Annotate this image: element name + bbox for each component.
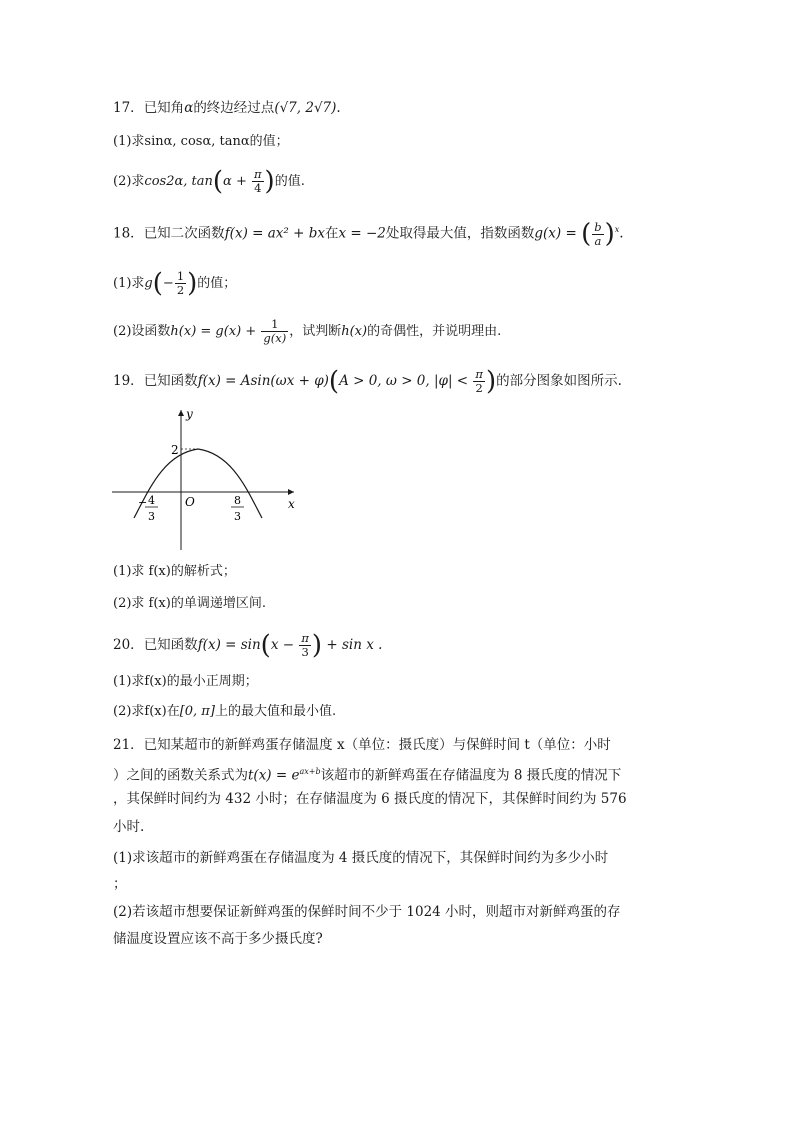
q18-g: g	[144, 276, 153, 291]
q18-p1-b: 的值；	[197, 276, 237, 291]
origin-label: O	[185, 495, 195, 509]
q17-point: (√7, 2√7)	[274, 100, 337, 116]
q18-text-b: 在	[324, 225, 339, 242]
q18-fx: f(x) = ax² + bx	[224, 225, 325, 242]
q17-number: 17．	[113, 100, 144, 116]
q19-stem: 19．已知函数f(x) = Asin(ωx + φ)(A > 0, ω > 0, |φ| < $\frac{\pi}{2}$ )的部分图象如图所示.	[113, 366, 622, 397]
q19-text-b: 的部分图象如图所示.	[496, 373, 622, 389]
pi-over-4: $\frac{\pi}{4}$	[253, 167, 262, 195]
q20-inner: x −	[270, 637, 299, 653]
q19-number: 19．	[113, 373, 144, 389]
q20-p2-a: (2)求f(x)在	[113, 704, 180, 719]
q21-line8: 储温度设置应该不高于多少摄氏度?	[113, 931, 323, 947]
q17-stem: 17．已知角α的终边经过点(√7, 2√7).	[113, 100, 341, 116]
q21-formula: t(x) = e	[248, 767, 300, 784]
right-den: 3	[234, 510, 241, 523]
q20-text-a: 已知函数	[143, 637, 198, 653]
q20-interval: [0, π]	[179, 704, 215, 719]
q18-p2-b: ，试判断	[289, 324, 342, 339]
q21-line4: 小时.	[113, 819, 145, 835]
q19-fx: f(x) = Asin(ωx + φ)	[197, 373, 329, 389]
q21-line2-b: 该超市的新鲜鸡蛋在存储温度为 8 摄氏度的情况下	[320, 767, 622, 784]
q18-exp-x: x	[614, 225, 620, 234]
q19-part1: (1)求 f(x)的解析式；	[113, 564, 236, 579]
q20-part1: (1)求f(x)的最小正周期；	[113, 674, 258, 689]
q21-line5: (1)求该超市的新鲜鸡蛋在存储温度为 4 摄氏度的情况下，其保鲜时间约为多少小时	[113, 850, 609, 866]
q18-h: h(x)	[341, 324, 368, 339]
q18-p1-a: (1)求	[113, 276, 145, 291]
one-over-gx: $\frac{1}{g(x)}$	[263, 317, 287, 345]
q20-stem: 20．已知函数f(x) = sin(x − $\frac{\pi}{3}$ ) + sin x .	[113, 630, 383, 661]
q17-p2-a: (2)求	[113, 174, 145, 189]
left-num: 4	[148, 494, 155, 507]
x-label: x	[288, 497, 295, 511]
alpha-symbol: α	[184, 100, 194, 116]
q17-part1: (1)求sinα, cosα, tanα的值；	[113, 134, 289, 149]
q21-line1: 21．已知某超市的新鲜鸡蛋存储温度 x（单位：摄氏度）与保鲜时间 t（单位：小时	[113, 737, 611, 753]
q18-p2-c: 的奇偶性，并说明理由.	[367, 324, 502, 339]
q18-cond: x = −2	[338, 225, 386, 242]
sine-curve	[134, 449, 262, 518]
q21-line6: ；	[113, 876, 127, 892]
q19-cond: A > 0, ω > 0, |φ| <	[339, 373, 473, 389]
q17-p2-expr: cos2α, tan	[144, 174, 213, 189]
q18-gx: g(x) =	[534, 225, 582, 242]
y-label: y	[186, 407, 193, 421]
q20-number: 20．	[113, 637, 144, 653]
q17-part2: (2)求cos2α, tan(α + $\frac{\pi}{4}$ )的值.	[113, 166, 305, 197]
right-num: 8	[234, 494, 241, 507]
sine-graph	[108, 404, 304, 554]
q18-hx: h(x) = g(x) +	[170, 324, 261, 339]
q18-number: 18．	[113, 225, 144, 242]
q21-line2	[113, 762, 621, 786]
q18-stem: 18．已知二次函数f(x) = ax² + bx在x = −2处取得最大值，指数函数g(x) = ( $\frac{b}{a}$ )$^x$.	[113, 219, 624, 249]
max-label: 2	[171, 443, 179, 457]
q20-tail: + sin x .	[322, 637, 383, 653]
q18-part1: (1)求g(− $\frac{1}{2}$ )的值；	[113, 268, 237, 299]
pi-over-3: $\frac{\pi}{3}$	[301, 631, 309, 659]
q21-line7: (2)若该超市想要保证新鲜鸡蛋的保鲜时间不少于 1024 小时，则超市对新鲜鸡蛋的存	[113, 904, 621, 920]
q20-p2-b: 上的最大值和最小值.	[214, 704, 337, 719]
q18-text-a: 已知二次函数	[143, 225, 225, 242]
q21-exponent: ax+b	[299, 767, 321, 776]
q19-part2: (2)求 f(x)的单调递增区间.	[113, 596, 266, 611]
b-over-a: $\frac{b}{a}$	[594, 219, 602, 248]
q18-p2-a: (2)设函数	[113, 324, 171, 339]
q18-part2	[113, 318, 501, 345]
q21-line2-a: ）之间的函数关系式为	[113, 767, 248, 784]
q17-text-b: 的终边经过点	[193, 100, 275, 116]
q20-part2	[113, 702, 336, 722]
q17-p2-b: 的值.	[274, 174, 305, 189]
q21-line3: ，其保鲜时间约为 432 小时；在存储温度为 6 摄氏度的情况下，其保鲜时间约为 576	[113, 791, 627, 807]
left-den: 3	[148, 510, 155, 523]
q18-text-c: 处取得最大值，指数函数	[385, 225, 535, 242]
q17-p2-inner: α +	[223, 174, 251, 189]
one-half: $\frac{1}{2}$	[176, 269, 185, 297]
q19-text-a: 已知函数	[143, 373, 198, 389]
q20-fx: f(x) = sin	[197, 637, 261, 653]
pi-over-2: $\frac{\pi}{2}$	[475, 367, 483, 395]
left-sign: −	[138, 496, 148, 509]
q17-text-a: 已知角	[143, 100, 185, 116]
